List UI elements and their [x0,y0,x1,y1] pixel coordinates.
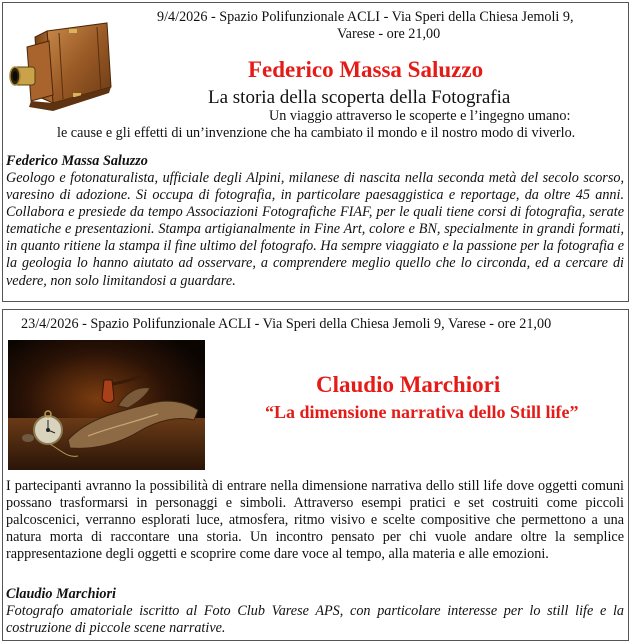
still-life-photo [8,340,205,470]
event-1-header-line-2: Varese - ore 21,00 [337,26,441,42]
event-2-bio-text: Fotografo amatoriale iscritto al Foto Club Varese APS, con particolare interesse per lo still life e la costruzione di piccole scene narrative. [6,603,624,637]
event-2-header-line: 23/4/2026 - Spazio Polifunzionale ACLI - Via Speri della Chiesa Jemoli 9, Varese - ore 21,00 [21,316,552,332]
event-1-subtitle-line-1: Un viaggio attraverso le scoperte e l’ingegno umano: [269,108,571,124]
event-card-1 [2,2,629,302]
event-1-bio-name: Federico Massa Saluzzo [6,153,148,169]
event-2-speaker-name: Claudio Marchiori [316,372,501,397]
event-2-bio-name: Claudio Marchiori [6,586,116,602]
event-1-bio-text: Geologo e fotonaturalista, ufficiale degli Alpini, milanese di nascita nella seconda metà del secolo scorso, varesino di adozione. Si occupa di fotografia, in particolare paesaggistica e reportage, da oltre 45 anni. Collabora e presiede da tempo Associazioni Fotografiche FIAF, per le quali tiene corsi di fotografia, serate tematiche e presentazioni. Stampa artigianalmente in Fine Art, colore e BN, specialmente in grandi formati, in quanto ritiene la stampa il fine ultimo del fotografo. Ha sempre viaggiato e la passione per la fotografia e la geologia lo hanno aiutato ad osservare, a comprendere meglio quello che lo circonda, ed a cercare di vedere, non solo limitandosi a guardare. [6,170,624,289]
event-1-title: La storia della scoperta della Fotografia [208,87,511,108]
event-2-description: I partecipanti avranno la possibilità di entrare nella dimensione narrativa dello still life dove oggetti comuni possano trasformarsi in personaggi e simboli. Attraverso esempi pratici e set costruiti come piccoli palcoscenici, verranno esplorati luce, atmosfera, ritmo visivo e scelte compositive che permettono a una natura morta di raccontare una storia. Un incontro pensato per chi vuole andare oltre la semplice rappresentazione degli oggetti e scoprire come dare voce al tempo, alla materia e alle emozioni. [6,478,624,563]
event-card-2 [2,309,629,641]
event-2-title: “La dimensione narrativa dello Still life” [265,402,579,422]
antique-camera-image [9,17,113,117]
event-1-speaker-name: Federico Massa Saluzzo [248,57,484,82]
event-1-header-line-1: 9/4/2026 - Spazio Polifunzionale ACLI - Via Speri della Chiesa Jemoli 9, [157,9,574,25]
event-1-subtitle-line-2: le cause e gli effetti di un’invenzione che ha cambiato il mondo e il nostro modo di viverlo. [57,125,576,141]
